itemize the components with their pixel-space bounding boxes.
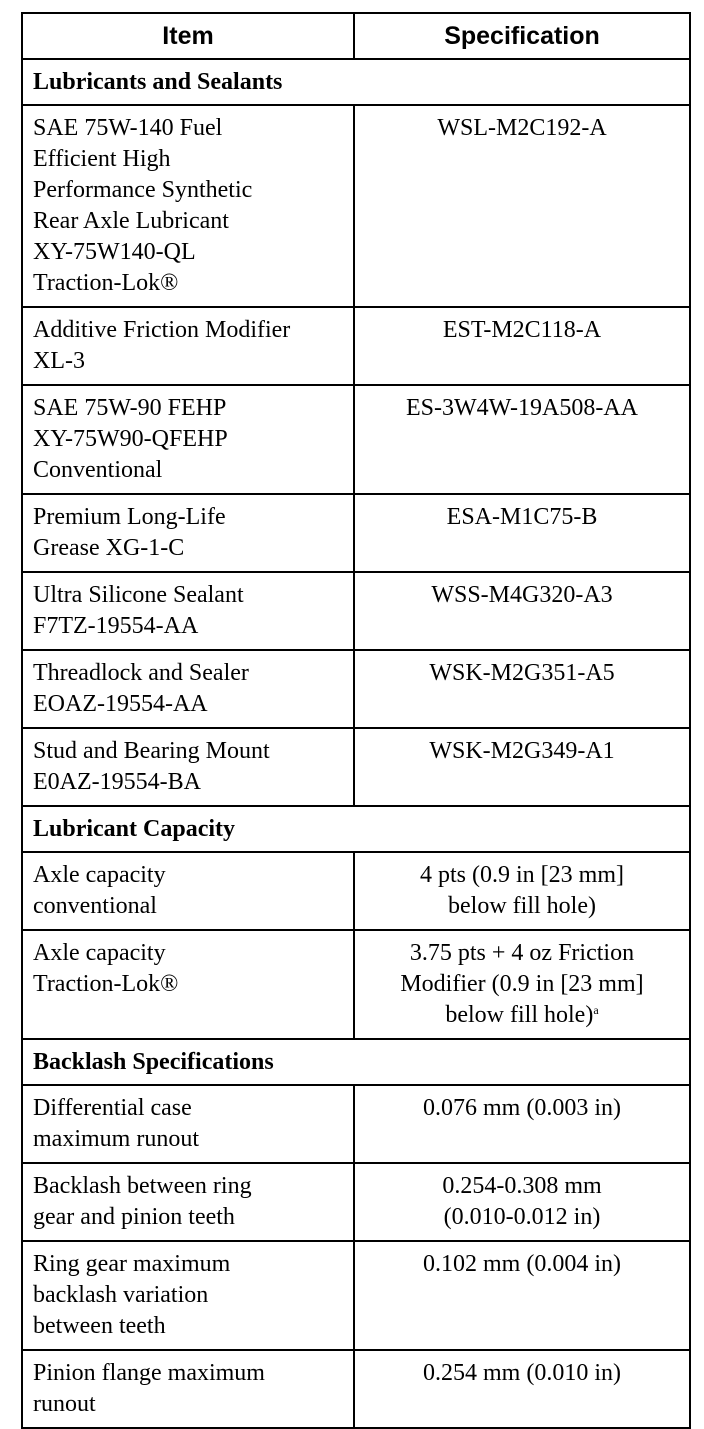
item-cell: Stud and Bearing Mount E0AZ-19554-BA	[22, 728, 354, 806]
item-cell: Pinion flange maximum runout	[22, 1350, 354, 1428]
spec-cell: EST-M2C118-A	[354, 307, 690, 385]
table-row	[22, 385, 690, 494]
specification-table	[21, 12, 691, 1429]
spec-cell: WSS-M4G320-A3	[354, 572, 690, 650]
table-row	[22, 1241, 690, 1350]
item-cell: Ultra Silicone Sealant F7TZ-19554-AA	[22, 572, 354, 650]
item-cell: Axle capacity Traction-Lok®	[22, 930, 354, 1039]
item-cell: SAE 75W-140 Fuel Efficient High Performance Synthetic Rear Axle Lubricant XY-75W140-QL Traction-Lok®	[22, 105, 354, 307]
item-cell: SAE 75W-90 FEHP XY-75W90-QFEHP Conventional	[22, 385, 354, 494]
item-cell: Threadlock and Sealer EOAZ-19554-AA	[22, 650, 354, 728]
table-row	[22, 494, 690, 572]
specification-column-header: Specification	[354, 13, 690, 59]
section-title-lubricants-and-sealants: Lubricants and Sealants	[22, 59, 690, 105]
section-row	[22, 806, 690, 852]
spec-cell: WSL-M2C192-A	[354, 105, 690, 307]
spec-text: 3.75 pts + 4 oz Friction Modifier (0.9 in [23 mm] below fill hole)	[400, 940, 644, 1028]
spec-cell: 0.254 mm (0.010 in)	[354, 1350, 690, 1428]
spec-cell: 0.254-0.308 mm (0.010-0.012 in)	[354, 1163, 690, 1241]
item-cell: Backlash between ring gear and pinion teeth	[22, 1163, 354, 1241]
item-cell: Differential case maximum runout	[22, 1085, 354, 1163]
item-column-header: Item	[22, 13, 354, 59]
table-row	[22, 930, 690, 1039]
table-row	[22, 1163, 690, 1241]
section-row	[22, 59, 690, 105]
spec-cell: 0.102 mm (0.004 in)	[354, 1241, 690, 1350]
spec-cell: ES-3W4W-19A508-AA	[354, 385, 690, 494]
spec-cell: WSK-M2G349-A1	[354, 728, 690, 806]
table-row	[22, 572, 690, 650]
spec-cell: 4 pts (0.9 in [23 mm] below fill hole)	[354, 852, 690, 930]
table-row	[22, 105, 690, 307]
item-cell: Premium Long-Life Grease XG-1-C	[22, 494, 354, 572]
section-title-lubricant-capacity: Lubricant Capacity	[22, 806, 690, 852]
item-cell: Ring gear maximum backlash variation between teeth	[22, 1241, 354, 1350]
table-row	[22, 1350, 690, 1428]
item-cell: Additive Friction Modifier XL-3	[22, 307, 354, 385]
table-row	[22, 728, 690, 806]
table-row	[22, 852, 690, 930]
footnote-marker: a	[593, 1003, 599, 1017]
header-row	[22, 13, 690, 59]
table-row	[22, 650, 690, 728]
spec-cell: ESA-M1C75-B	[354, 494, 690, 572]
section-title-backlash-specifications: Backlash Specifications	[22, 1039, 690, 1085]
spec-cell: 0.076 mm (0.003 in)	[354, 1085, 690, 1163]
item-cell: Axle capacity conventional	[22, 852, 354, 930]
table-row	[22, 1085, 690, 1163]
table-row	[22, 307, 690, 385]
section-row	[22, 1039, 690, 1085]
spec-cell	[354, 930, 690, 1039]
spec-cell: WSK-M2G351-A5	[354, 650, 690, 728]
